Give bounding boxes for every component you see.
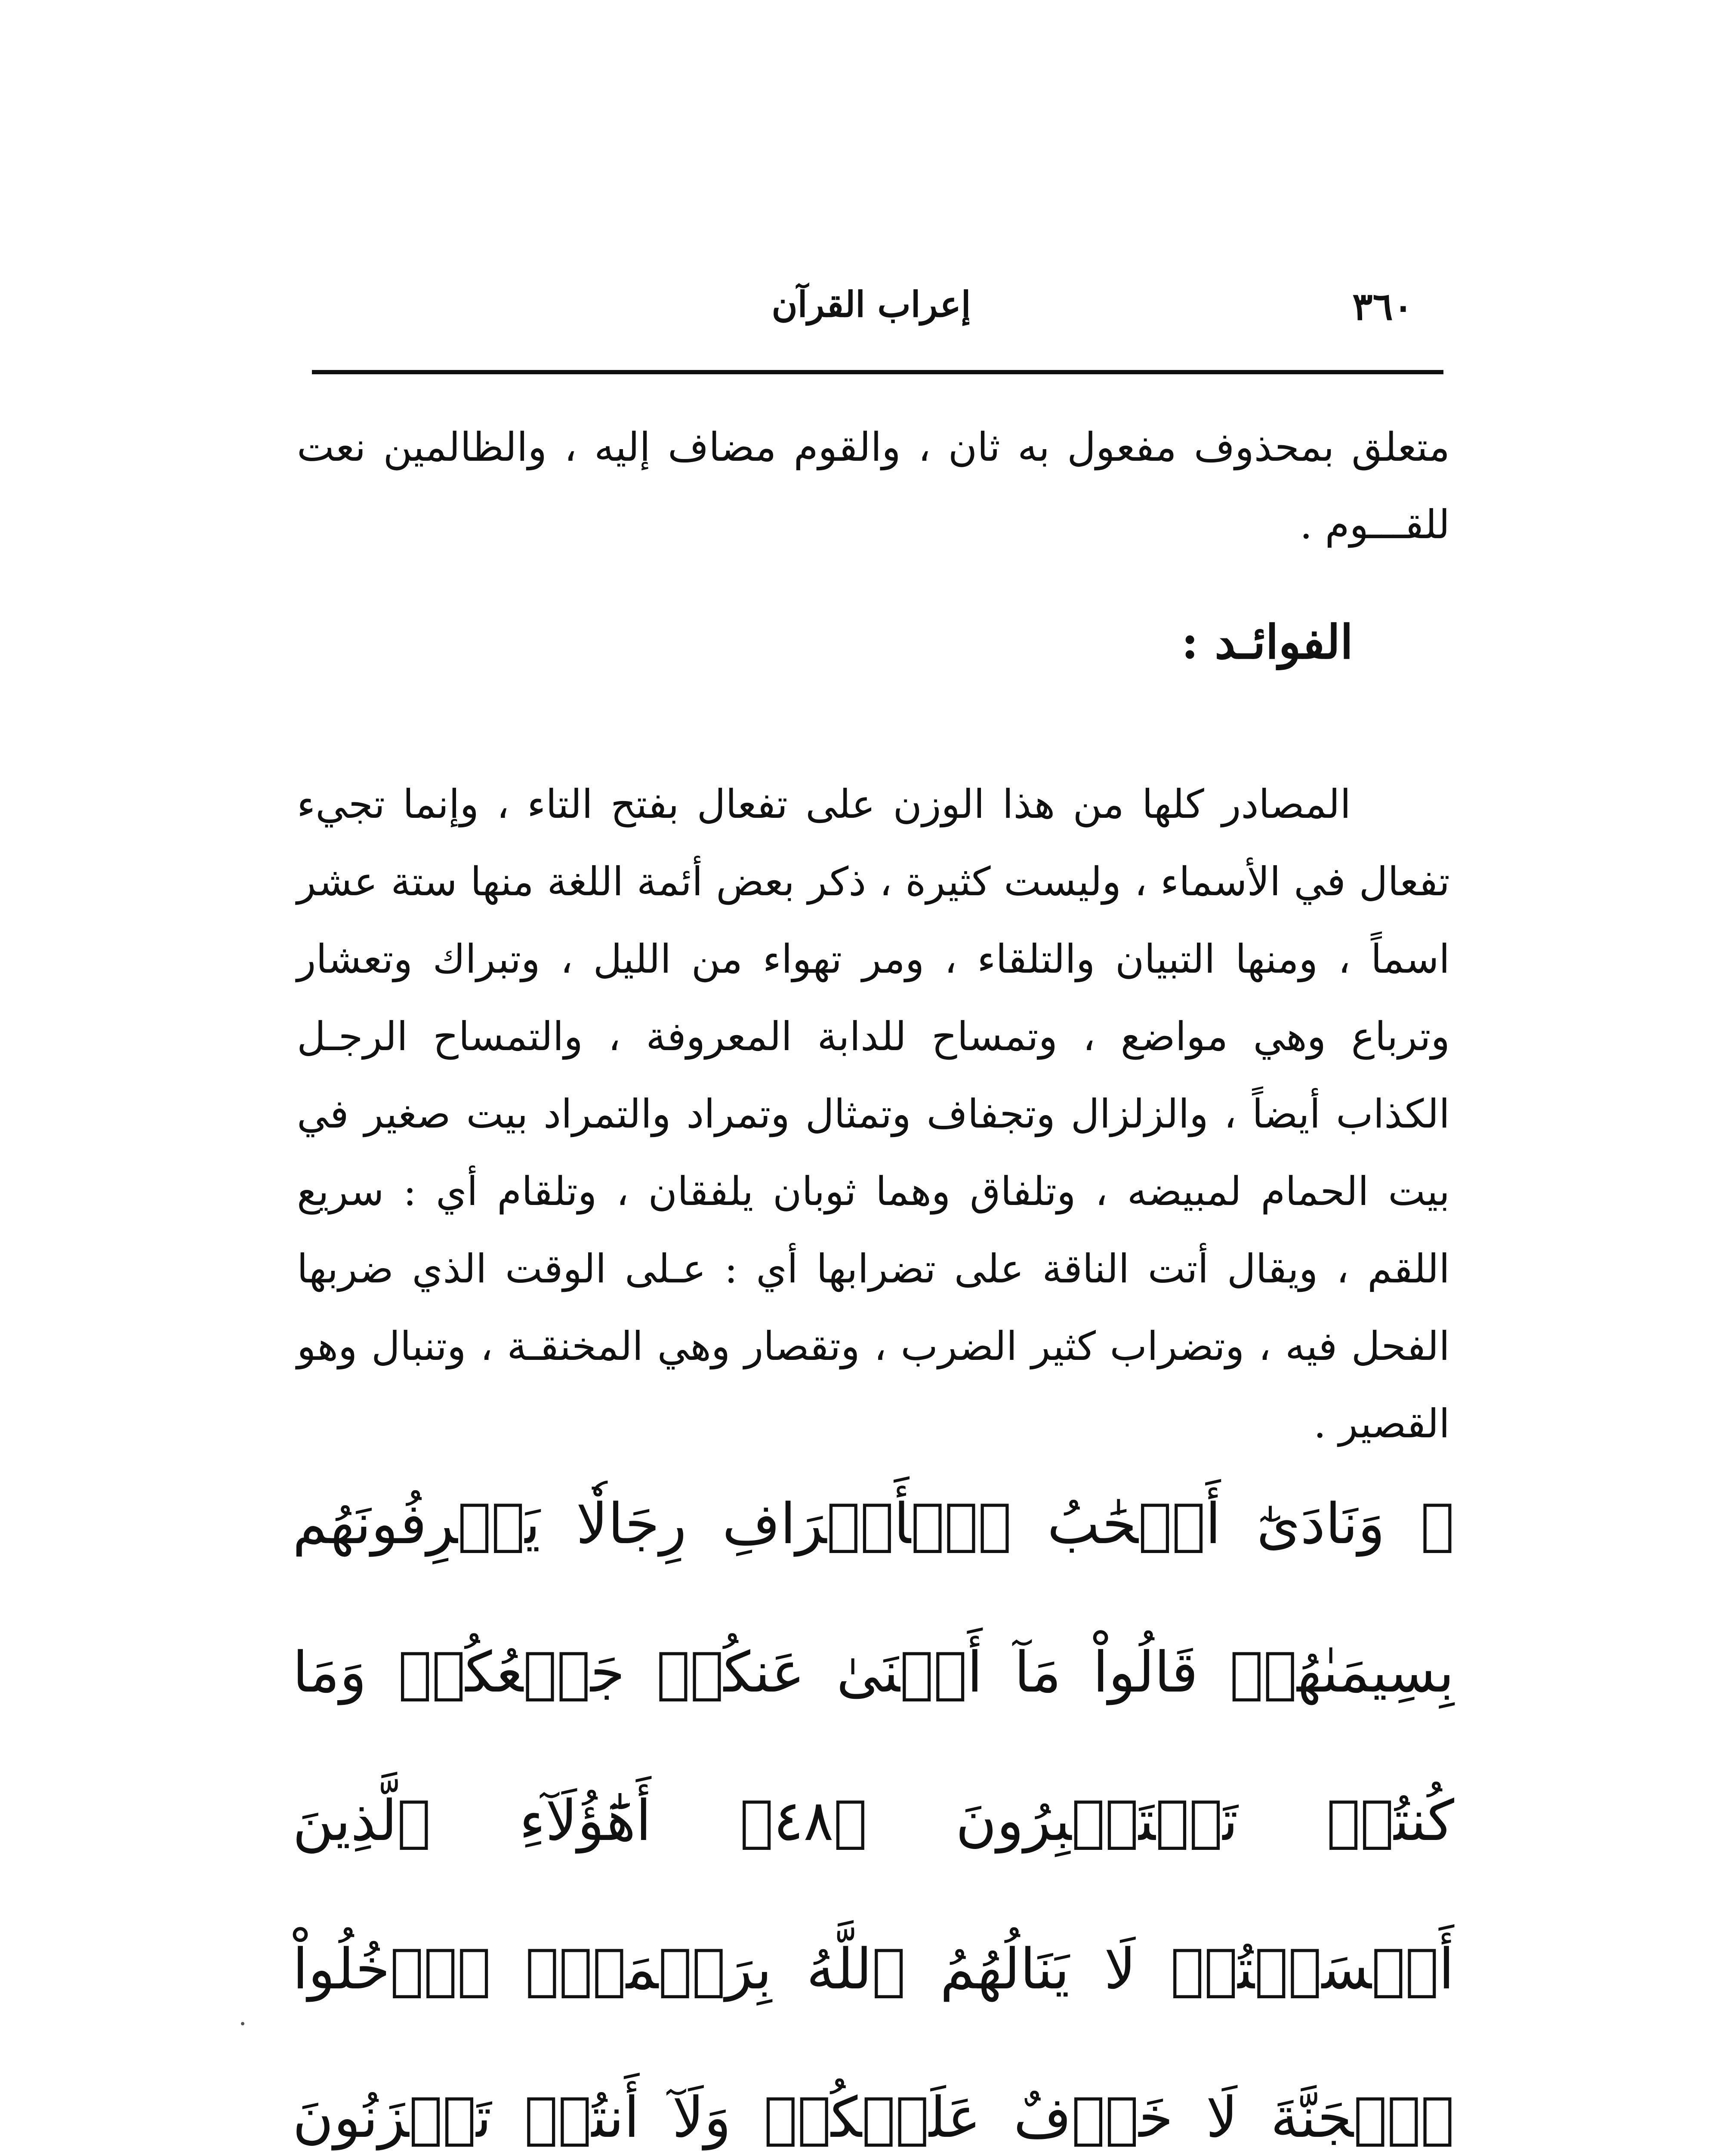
- quran-verses: ﴿ وَنَادَىٰٓ أَصۡحَٰبُ ٱلۡأَعۡرَافِ رِجَالٗا يَعۡرِفُونَهُم بِسِيمَىٰهُمۡ قَالُواْ مَآ أَغۡنَىٰ عَنكُمۡ جَمۡعُكُمۡ وَمَا كُنتُمۡ تَسۡتَكۡبِرُونَ ﴿٤٨﴾ أَهَٰٓؤُلَآءِ ٱلَّذِينَ أَقۡسَمۡتُمۡ لَا يَنَالُهُمُ ٱللَّهُ بِرَحۡمَةٍۚ ٱدۡخُلُواْ ٱلۡجَنَّةَ لَا خَوۡفٌ عَلَيۡكُمۡ وَلَآ أَنتُمۡ تَحۡزَنُونَ: [293, 1491, 1454, 2150]
- benefits-paragraph: المصادر كلها من هذا الوزن على تفعال بفتح التاء ، وإنما تجيء تفعال في الأسماء ، وليست كثيرة ، ذكر بعض أئمة اللغة منها ستة عشر اسماً ، ومنها التبيان والتلقاء ، ومر تهواء من الليل ، وتبراك وتعشار وترباع وهي مواضع ، وتمساح للدابة المعروفة ، والتمساح الرجـل الكذاب أيضاً ، والزلزال وتجفاف وتمثال وتمراد والتمراد بيت صغير في بيت الحمام لمبيضه ، وتلفاق وهما ثوبان يلفقان ، وتلقام أي : سريع اللقم ، ويقال أتت الناقة على تضرابها أي : عـلى الوقت الذي ضربها الفحل فيه ، وتضراب كثير الضرب ، وتقصار وهي المخنقـة ، وتنبال وهو القصير .: [297, 781, 1450, 1447]
- scan-speck: [241, 2022, 244, 2025]
- intro-paragraph: متعلق بمحذوف مفعول به ثان ، والقوم مضاف إليه ، والظالمين نعت للقـــوم .: [297, 424, 1450, 548]
- section-heading: الفوائـد :: [1181, 615, 1353, 669]
- page-header: [312, 284, 1443, 336]
- running-title: إعراب القرآن: [771, 284, 971, 325]
- header-rule: [312, 370, 1443, 374]
- page-number: ٣٦٠: [1352, 284, 1413, 329]
